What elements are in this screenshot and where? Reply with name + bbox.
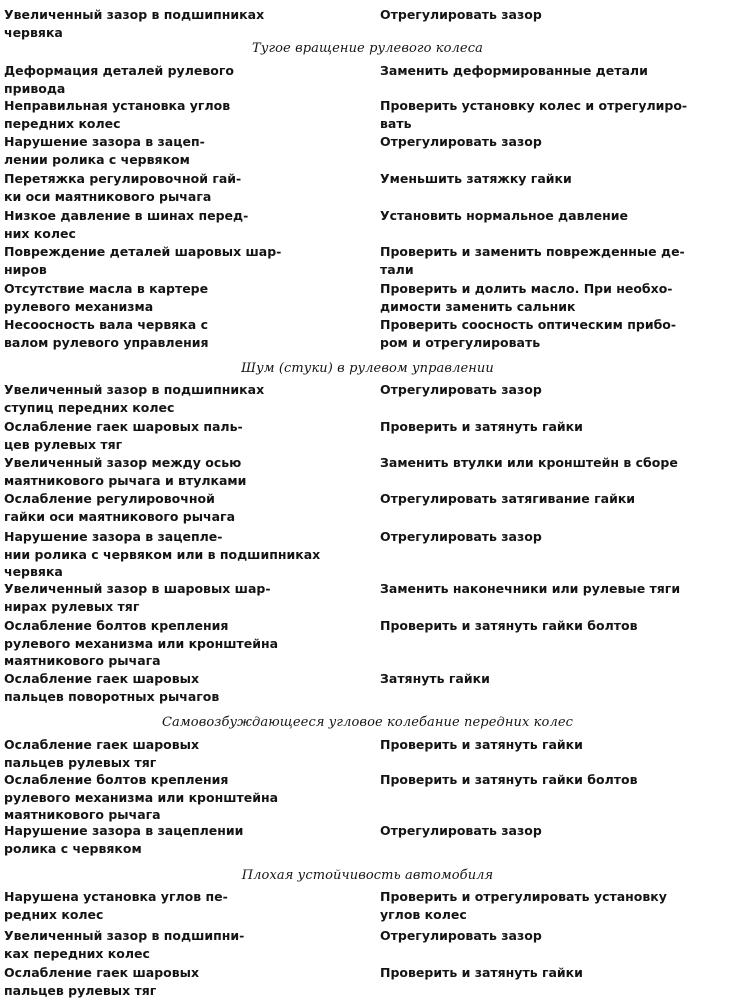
fault-cause: Увеличенный зазор в подшипниках червяка bbox=[4, 7, 265, 40]
fault-remedy: Заменить втулки или кронштейн в сборе bbox=[380, 455, 678, 470]
fault-remedy: Проверить и затянуть гайки болтов bbox=[380, 772, 638, 787]
fault-cause: Отсутствие масла в картере рулевого механизма bbox=[4, 281, 209, 314]
fault-remedy: Отрегулировать зазор bbox=[380, 529, 542, 544]
fault-cause: Ослабление гаек шаровых пальцев рулевых тяг bbox=[4, 965, 200, 998]
fault-cause: Нарушение зазора в зацеп- лении ролика с червяком bbox=[4, 134, 205, 167]
fault-cause: Ослабление болтов крепления рулевого механизма или кронштейна маятникового рычага bbox=[4, 618, 279, 668]
fault-remedy: Проверить и заменить поврежденные де- тали bbox=[380, 244, 685, 277]
fault-cause: Ослабление гаек шаровых пальцев рулевых тяг bbox=[4, 737, 200, 770]
fault-cause: Неправильная установка углов передних колес bbox=[4, 98, 231, 131]
section-heading: Шум (стуки) в рулевом управлении bbox=[241, 361, 494, 376]
fault-remedy: Проверить и долить масло. При необхо- димости заменить сальник bbox=[380, 281, 673, 314]
fault-remedy: Проверить и затянуть гайки bbox=[380, 737, 583, 752]
fault-remedy: Отрегулировать затягивание гайки bbox=[380, 491, 636, 506]
fault-remedy: Отрегулировать зазор bbox=[380, 823, 542, 838]
fault-remedy: Уменьшить затяжку гайки bbox=[380, 171, 572, 186]
fault-cause: Низкое давление в шинах перед- них колес bbox=[4, 208, 249, 241]
fault-cause: Деформация деталей рулевого привода bbox=[4, 63, 234, 96]
fault-remedy: Проверить и затянуть гайки bbox=[380, 419, 583, 434]
fault-cause: Ослабление гаек шаровых паль- цев рулевых тяг bbox=[4, 419, 243, 452]
fault-remedy: Проверить установку колес и отрегулиро- вать bbox=[380, 98, 688, 131]
fault-cause: Ослабление гаек шаровых пальцев поворотных рычагов bbox=[4, 671, 220, 704]
fault-cause: Нарушение зазора в зацепле- нии ролика с червяком или в подшипниках червяка bbox=[4, 529, 321, 579]
fault-remedy: Отрегулировать зазор bbox=[380, 928, 542, 943]
fault-remedy: Затянуть гайки bbox=[380, 671, 490, 686]
fault-cause: Увеличенный зазор в подшипниках ступиц передних колес bbox=[4, 382, 265, 415]
fault-cause: Ослабление регулировочной гайки оси маятникового рычага bbox=[4, 491, 236, 524]
fault-cause: Ослабление болтов крепления рулевого механизма или кронштейна маятникового рычага bbox=[4, 772, 279, 822]
fault-remedy: Проверить соосность оптическим прибо- ром и отрегулировать bbox=[380, 317, 677, 350]
fault-remedy: Заменить деформированные детали bbox=[380, 63, 648, 78]
fault-cause: Перетяжка регулировочной гай- ки оси маятникового рычага bbox=[4, 171, 242, 204]
fault-cause: Нарушение зазора в зацеплении ролика с червяком bbox=[4, 823, 244, 856]
fault-cause: Увеличенный зазор в шаровых шар- нирах рулевых тяг bbox=[4, 581, 271, 614]
fault-remedy: Отрегулировать зазор bbox=[380, 7, 542, 22]
fault-cause: Несоосность вала червяка с валом рулевого управления bbox=[4, 317, 209, 350]
fault-cause: Увеличенный зазор в подшипни- ках передних колес bbox=[4, 928, 245, 961]
section-heading: Плохая устойчивость автомобиля bbox=[241, 868, 494, 883]
fault-remedy: Проверить и отрегулировать установку углов колес bbox=[380, 889, 667, 922]
fault-remedy: Отрегулировать зазор bbox=[380, 134, 542, 149]
fault-cause: Увеличенный зазор между осью маятникового рычага и втулками bbox=[4, 455, 247, 488]
section-heading: Самовозбуждающееся угловое колебание передних колес bbox=[162, 715, 573, 730]
fault-cause: Нарушена установка углов пе- редних колес bbox=[4, 889, 228, 922]
fault-remedy: Проверить и затянуть гайки bbox=[380, 965, 583, 980]
fault-cause: Повреждение деталей шаровых шар- ниров bbox=[4, 244, 282, 277]
fault-remedy: Установить нормальное давление bbox=[380, 208, 629, 223]
fault-remedy: Проверить и затянуть гайки болтов bbox=[380, 618, 638, 633]
section-heading: Тугое вращение рулевого колеса bbox=[252, 41, 483, 56]
fault-remedy: Заменить наконечники или рулевые тяги bbox=[380, 581, 681, 596]
fault-remedy: Отрегулировать зазор bbox=[380, 382, 542, 397]
